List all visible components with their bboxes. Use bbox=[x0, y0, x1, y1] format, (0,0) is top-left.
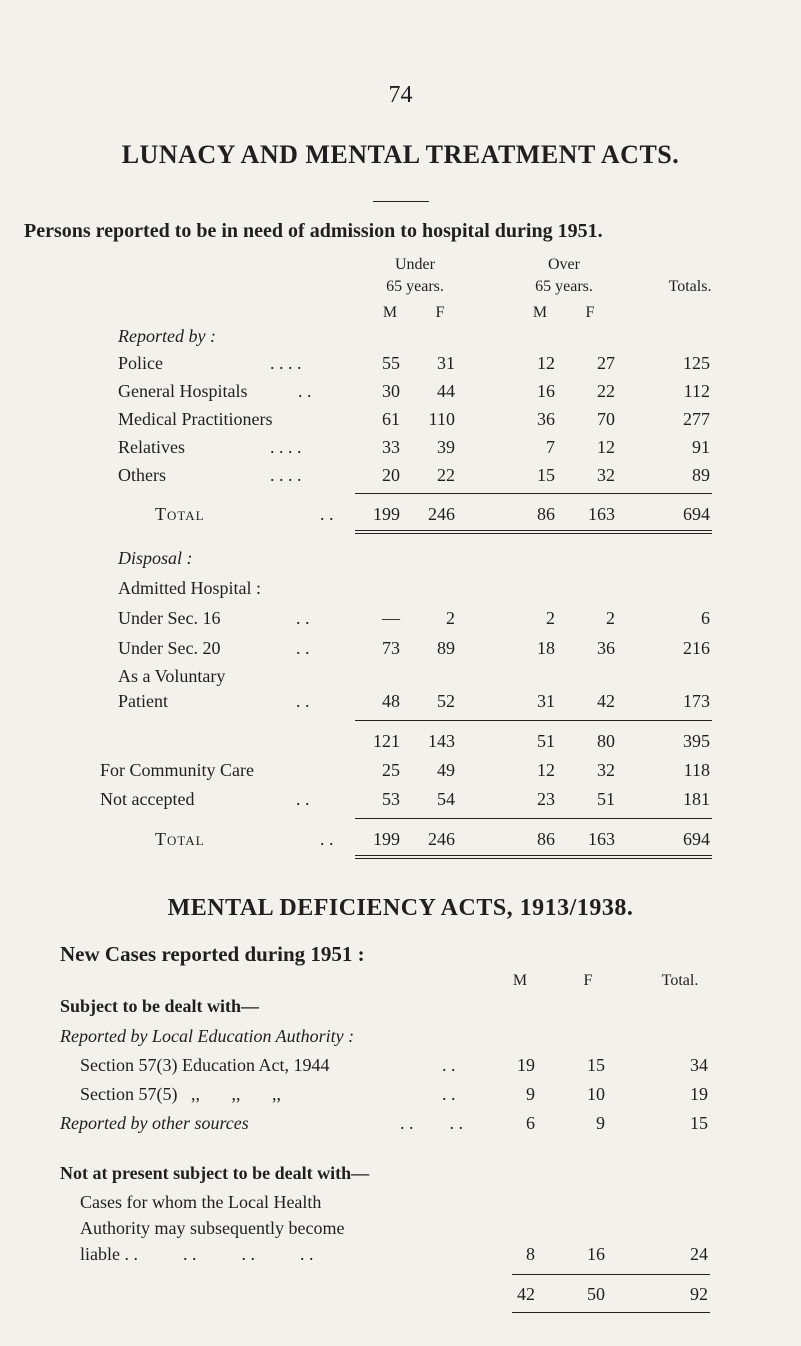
cell: 80 bbox=[597, 731, 615, 751]
cell: 10 bbox=[587, 1084, 605, 1104]
cell: 8 bbox=[526, 1244, 535, 1264]
cell: 7 bbox=[546, 437, 555, 457]
voluntary-label: As a Voluntary bbox=[118, 666, 226, 686]
cell: 27 bbox=[597, 353, 615, 373]
header-m: M bbox=[512, 972, 528, 989]
not-subject-label: Not at present subject to be dealt with— bbox=[60, 1163, 370, 1183]
row-dots: . . . . bbox=[400, 1113, 463, 1133]
cell: 33 bbox=[382, 437, 400, 457]
header-m-under: M bbox=[382, 304, 398, 321]
cell: 216 bbox=[683, 638, 710, 658]
cell: 50 bbox=[587, 1284, 605, 1304]
row-dots: . . . . bbox=[270, 353, 302, 373]
cell: 36 bbox=[597, 638, 615, 658]
cell: 61 bbox=[382, 409, 400, 429]
cell: 112 bbox=[683, 381, 710, 401]
cell: 9 bbox=[596, 1113, 605, 1133]
cell: 86 bbox=[537, 829, 555, 849]
cell: 39 bbox=[437, 437, 455, 457]
row-label: Medical Practitioners bbox=[118, 409, 273, 429]
total-rule bbox=[355, 493, 712, 494]
cell: 163 bbox=[588, 504, 615, 524]
reported-by-label: Reported by : bbox=[118, 326, 216, 346]
row-label: liable . . . . . . . . bbox=[80, 1244, 314, 1264]
row-dots: . . bbox=[296, 691, 310, 711]
cell: 181 bbox=[683, 789, 710, 809]
cell: 30 bbox=[382, 381, 400, 401]
header-m-over: M bbox=[532, 304, 548, 321]
cell: 6 bbox=[526, 1113, 535, 1133]
title-divider bbox=[373, 201, 429, 202]
cell: 246 bbox=[428, 829, 455, 849]
header-over-years: 65 years. bbox=[535, 278, 593, 295]
cell: 25 bbox=[382, 760, 400, 780]
cell: 19 bbox=[690, 1084, 708, 1104]
row-label: Patient bbox=[118, 691, 168, 711]
cell: 19 bbox=[517, 1055, 535, 1075]
cell: — bbox=[382, 608, 400, 628]
cell: 48 bbox=[382, 691, 400, 711]
cell: 89 bbox=[692, 465, 710, 485]
cases-line: Cases for whom the Local Health bbox=[80, 1192, 322, 1212]
row-dots: . . bbox=[296, 608, 310, 628]
row-label: Others bbox=[118, 465, 166, 485]
row-dots: . . bbox=[320, 504, 334, 524]
header-under: Under bbox=[395, 256, 435, 273]
cell: 42 bbox=[517, 1284, 535, 1304]
cell: 2 bbox=[446, 608, 455, 628]
section-subtitle: New Cases reported during 1951 : bbox=[60, 942, 365, 966]
cell: 9 bbox=[526, 1084, 535, 1104]
subject-label: Subject to be dealt with— bbox=[60, 996, 259, 1016]
cell: 694 bbox=[683, 504, 710, 524]
cell: 2 bbox=[606, 608, 615, 628]
cell: 89 bbox=[437, 638, 455, 658]
row-label: Reported by other sources bbox=[60, 1113, 249, 1133]
row-label: Relatives bbox=[118, 437, 185, 457]
cell: 15 bbox=[537, 465, 555, 485]
total-label: Total bbox=[155, 829, 205, 849]
row-dots: . . bbox=[296, 789, 310, 809]
cell: 73 bbox=[382, 638, 400, 658]
cell: 51 bbox=[537, 731, 555, 751]
cell: 32 bbox=[597, 760, 615, 780]
cell: 121 bbox=[373, 731, 400, 751]
cell: 86 bbox=[537, 504, 555, 524]
total-label: Total bbox=[155, 504, 205, 524]
header-f-over: F bbox=[585, 304, 595, 321]
bottom-rule bbox=[512, 1312, 710, 1313]
row-dots: . . bbox=[442, 1084, 456, 1104]
cell: 91 bbox=[692, 437, 710, 457]
cases-line: Authority may subsequently become bbox=[80, 1218, 345, 1238]
row-label: Police bbox=[118, 353, 163, 373]
row-dots: . . bbox=[320, 829, 334, 849]
cell: 395 bbox=[683, 731, 710, 751]
cell: 92 bbox=[690, 1284, 708, 1304]
header-f-under: F bbox=[435, 304, 445, 321]
cell: 12 bbox=[537, 353, 555, 373]
row-label: Section 57(3) Education Act, 1944 bbox=[80, 1055, 330, 1075]
header-totals: Totals. bbox=[668, 278, 712, 295]
cell: 22 bbox=[597, 381, 615, 401]
total-rule bbox=[355, 818, 712, 819]
header-f: F bbox=[583, 972, 593, 989]
row-label: General Hospitals bbox=[118, 381, 248, 401]
cell: 53 bbox=[382, 789, 400, 809]
row-label: Under Sec. 16 bbox=[118, 608, 221, 628]
cell: 118 bbox=[683, 760, 710, 780]
cell: 54 bbox=[437, 789, 455, 809]
header-over: Over bbox=[548, 256, 580, 273]
cell: 277 bbox=[683, 409, 710, 429]
row-dots: . . bbox=[442, 1055, 456, 1075]
cell: 42 bbox=[597, 691, 615, 711]
cell: 173 bbox=[683, 691, 710, 711]
section-subtitle: Persons reported to be in need of admission to hospital during 1951. bbox=[24, 220, 603, 242]
row-dots: . . . . bbox=[270, 465, 302, 485]
cell: 6 bbox=[701, 608, 710, 628]
total-rule bbox=[512, 1274, 710, 1275]
row-dots: . . . . bbox=[270, 437, 302, 457]
subtotal-rule bbox=[355, 720, 712, 721]
cell: 70 bbox=[597, 409, 615, 429]
cell: 16 bbox=[587, 1244, 605, 1264]
row-dots: . . bbox=[298, 381, 312, 401]
admitted-label: Admitted Hospital : bbox=[118, 578, 261, 598]
page-title: LUNACY AND MENTAL TREATMENT ACTS. bbox=[121, 140, 680, 169]
double-rule bbox=[355, 855, 712, 859]
cell: 55 bbox=[382, 353, 400, 373]
cell: 23 bbox=[537, 789, 555, 809]
cell: 20 bbox=[382, 465, 400, 485]
cell: 143 bbox=[428, 731, 455, 751]
cell: 2 bbox=[546, 608, 555, 628]
cell: 49 bbox=[437, 760, 455, 780]
row-label: Section 57(5) ,, ,, ,, bbox=[80, 1084, 281, 1104]
cell: 34 bbox=[690, 1055, 708, 1075]
header-under-years: 65 years. bbox=[386, 278, 444, 295]
cell: 44 bbox=[437, 381, 455, 401]
cell: 163 bbox=[588, 829, 615, 849]
cell: 15 bbox=[587, 1055, 605, 1075]
double-rule bbox=[355, 530, 712, 534]
cell: 15 bbox=[690, 1113, 708, 1133]
cell: 18 bbox=[537, 638, 555, 658]
cell: 16 bbox=[537, 381, 555, 401]
row-dots: . . bbox=[296, 638, 310, 658]
cell: 694 bbox=[683, 829, 710, 849]
row-label: Under Sec. 20 bbox=[118, 638, 221, 658]
section-title: MENTAL DEFICIENCY ACTS, 1913/1938. bbox=[167, 895, 634, 921]
cell: 199 bbox=[373, 829, 400, 849]
disposal-label: Disposal : bbox=[118, 548, 193, 568]
cell: 52 bbox=[437, 691, 455, 711]
cell: 51 bbox=[597, 789, 615, 809]
cell: 31 bbox=[437, 353, 455, 373]
cell: 12 bbox=[597, 437, 615, 457]
cell: 24 bbox=[690, 1244, 708, 1264]
cell: 22 bbox=[437, 465, 455, 485]
page-number: 74 bbox=[388, 82, 413, 108]
row-label: Not accepted bbox=[100, 789, 195, 809]
cell: 31 bbox=[537, 691, 555, 711]
cell: 125 bbox=[683, 353, 710, 373]
cell: 12 bbox=[537, 760, 555, 780]
row-label: For Community Care bbox=[100, 760, 254, 780]
cell: 199 bbox=[373, 504, 400, 524]
cell: 32 bbox=[597, 465, 615, 485]
cell: 246 bbox=[428, 504, 455, 524]
cell: 110 bbox=[428, 409, 455, 429]
header-total: Total. bbox=[661, 972, 699, 989]
lea-label: Reported by Local Education Authority : bbox=[60, 1026, 355, 1046]
cell: 36 bbox=[537, 409, 555, 429]
